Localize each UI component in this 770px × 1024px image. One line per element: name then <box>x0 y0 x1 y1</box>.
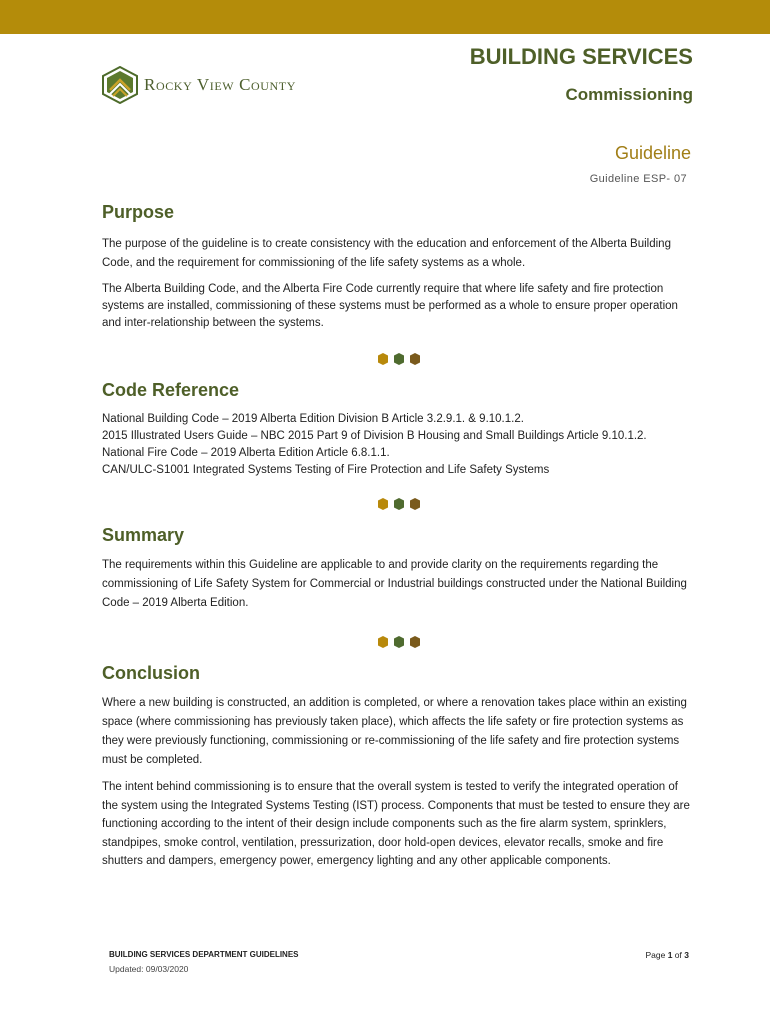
section-divider <box>102 497 696 511</box>
document-number: Guideline ESP- 07 <box>589 173 687 185</box>
code-reference-line: CAN/ULC-S1001 Integrated Systems Testing of Fire Protection and Life Safety Systems <box>102 464 550 476</box>
document-type: Guideline <box>614 143 691 163</box>
section-divider <box>102 352 696 366</box>
paragraph: The purpose of the guideline is to create consistency with the education and enforcement of the Alberta Building Code, and the requirement for commissioning of the life safety systems as a whole. <box>102 238 671 269</box>
code-reference-line: National Fire Code – 2019 Alberta Edition Article 6.8.1.1. <box>102 447 390 459</box>
top-color-bar <box>0 0 770 34</box>
code-reference-section <box>102 380 696 479</box>
paragraph: The Alberta Building Code, and the Alberta Fire Code currently require that where life safety and fire protection systems are installed, commissioning of these systems must be performed as a whole to ensure proper operation and inter-relationship between the systems. <box>102 283 678 329</box>
department-title: BUILDING SERVICES <box>469 44 693 69</box>
paragraph: Where a new building is constructed, an addition is completed, or where a renovation takes place within an existing space (where commissioning has previously taken place), which affects the life safety or fire protection systems as they were previously functioning, commissioning or re-commissioning of the life safety and fire protection systems must be completed. <box>102 697 687 766</box>
page-total: 3 <box>684 950 689 960</box>
county-logo <box>102 66 296 104</box>
page-current: 1 <box>667 950 673 960</box>
footer-title: BUILDING SERVICES DEPARTMENT GUIDELINES <box>109 950 299 959</box>
page-label: Page <box>645 950 666 960</box>
summary-section <box>102 525 696 613</box>
paragraph: The intent behind commissioning is to ensure that the overall system is tested to verify the integrated operation of the system using the Integrated Systems Testing (IST) process. Components that must be tested to ensure they are functioning according to the intent of their design include components such as the fire alarm system, sprinklers, standpipes, smoke control, ventilation, pressurization, door hold-open devices, elevator recalls, smoke and fire shutters and dampers, emergency power, emergency lighting and any other applicable components. <box>102 781 690 867</box>
conclusion-section <box>102 663 696 871</box>
section-heading: Code Reference <box>102 380 240 400</box>
code-reference-line: National Building Code – 2019 Alberta Edition Division B Article 3.2.9.1. & 9.10.1.2. <box>102 413 524 425</box>
code-reference-line: 2015 Illustrated Users Guide – NBC 2015 Part 9 of Division B Housing and Small Buildings Article 9.10.1.2. <box>102 430 647 442</box>
hexagon-divider-icon <box>376 635 422 649</box>
page-number <box>645 950 689 960</box>
org-name: Rocky View County <box>144 75 296 94</box>
purpose-section <box>102 202 696 332</box>
hexagon-divider-icon <box>376 352 422 366</box>
section-heading: Conclusion <box>102 663 200 683</box>
rocky-view-county-logo-icon <box>102 66 138 104</box>
section-divider <box>102 635 696 649</box>
section-heading: Purpose <box>102 202 175 222</box>
document-subject: Commissioning <box>565 85 693 104</box>
section-heading: Summary <box>102 525 185 545</box>
hexagon-divider-icon <box>376 497 422 511</box>
page-of: of <box>674 950 682 960</box>
footer-updated-date: Updated: 09/03/2020 <box>109 964 189 974</box>
document-body <box>102 202 696 871</box>
paragraph: The requirements within this Guideline are applicable to and provide clarity on the requirements regarding the commissioning of Life Safety System for Commercial or Industrial buildings constructed under the National Building Code – 2019 Alberta Edition. <box>102 559 687 609</box>
